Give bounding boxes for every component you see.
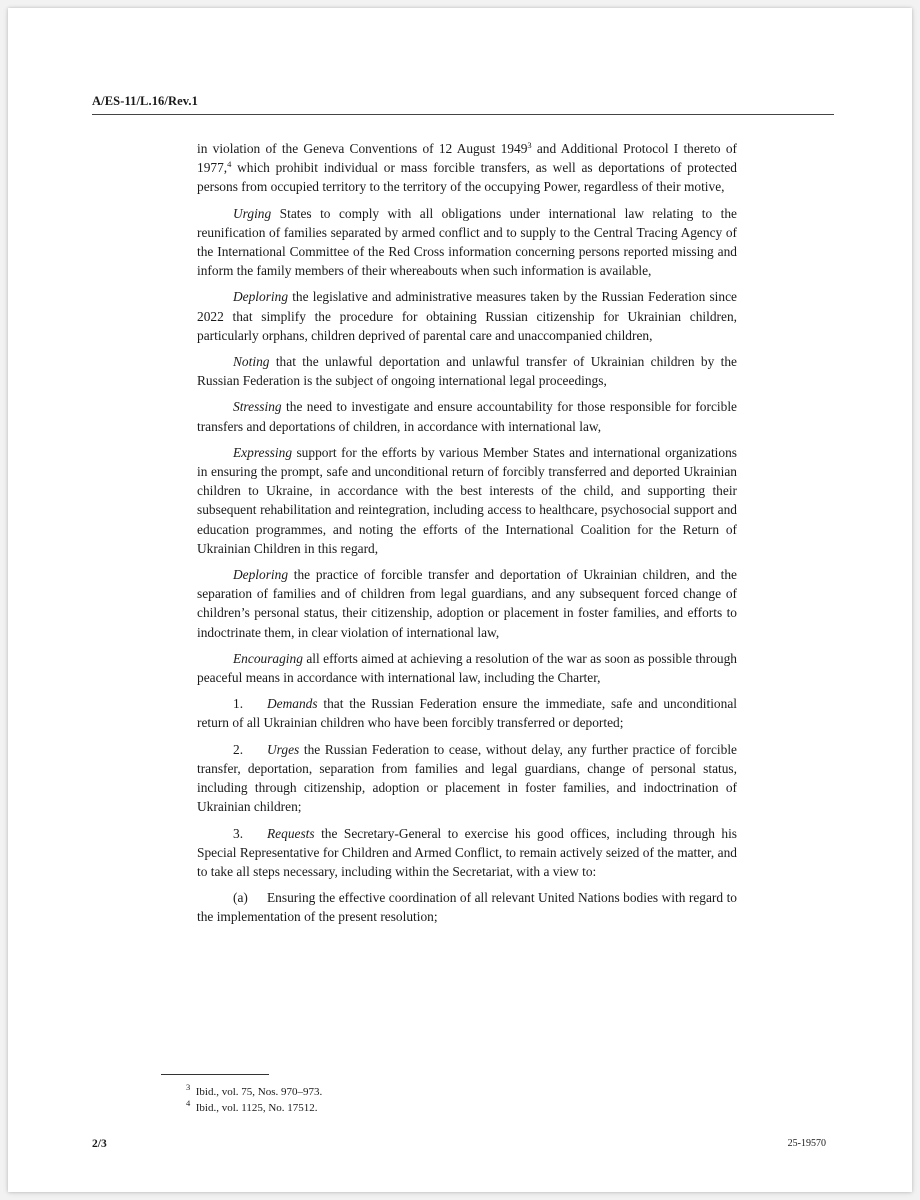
paragraph-text: the Secretary-General to exercise his good offices, including through his Special Representative for Children and Armed Conflict, to remain actively seized of the matter, and to take all steps necessary, including within the Secretariat, with a view to: — [197, 825, 737, 879]
operative-paragraph-1 — [197, 694, 737, 732]
paragraph-text: Ensuring the effective coordination of all relevant United Nations bodies with regard to the implementation of the present resolution; — [197, 890, 737, 925]
paragraph-text: support for the efforts by various Member States and international organizations in ensuring the prompt, safe and unconditional return of forcibly transferred and deported Ukrainian children to Ukraine, in accordance with the best interests of the child, and supporting their subsequent rehabilitation and reintegration, including access to healthcare, psychosocial support and education programmes, and noting the efforts of the International Coalition for the Return of Ukrainian Children in this regard, — [197, 444, 737, 556]
footnote-ref-3[interactable]: 3 — [527, 140, 532, 150]
footnote-number: 3 — [186, 1082, 191, 1092]
operative-paragraph-3 — [197, 824, 737, 882]
paragraph-text: all efforts aimed at achieving a resolution of the war as soon as possible through peaceful means in accordance with international law, including the Charter, — [197, 650, 737, 686]
footnote-text: Ibid., vol. 1125, No. 17512. — [195, 1102, 318, 1114]
footnote-divider — [161, 1074, 269, 1075]
preambular-paragraph — [197, 352, 737, 390]
document-page — [8, 8, 912, 1192]
preambular-paragraph — [197, 649, 737, 687]
paragraph-text: that the Russian Federation ensure the immediate, safe and unconditional return of all Ukrainian children who have been forcibly transferred or deported; — [197, 696, 737, 731]
paragraph-text: and Additional Protocol I thereto of 1977, — [197, 141, 738, 176]
paragraph-lead-word: Stressing — [233, 399, 282, 415]
paragraph-number: 3. — [233, 825, 244, 841]
paragraph-continuation — [197, 139, 737, 197]
paragraph-text: which prohibit individual or mass forcible transfers, as well as deportations of protected persons from occupied territory to the territory of the occupying Power, regardless of their motive, — [197, 160, 737, 195]
paragraph-lead-word: Requests — [267, 825, 315, 841]
paragraph-text: in violation of the Geneva Conventions of 12 August 1949 — [197, 141, 528, 156]
footnote-text: Ibid., vol. 75, Nos. 970–973. — [195, 1086, 323, 1098]
document-body — [197, 139, 737, 934]
preambular-paragraph — [197, 565, 737, 642]
subparagraph-label: (a) — [233, 890, 248, 906]
paragraph-lead-word: Demands — [267, 696, 318, 712]
paragraph-text: the practice of forcible transfer and deportation of Ukrainian children, and the separation of families and of children from legal guardians, and any subsequent forced change of children’s personal status, their citizenship, adoption or placement in foster families, and efforts to indoctrinate them, in clear violation of international law, — [197, 567, 737, 640]
paragraph-number: 2. — [233, 741, 244, 757]
paragraph-lead-word: Urges — [267, 741, 300, 757]
footnote-ref-4[interactable]: 4 — [227, 159, 232, 170]
paragraph-text: States to comply with all obligations under international law relating to the reunification of families separated by armed conflict and to supply to the Central Tracing Agency of the International Committee of the Red Cross information concerning persons reported missing and inform the family members of their whereabouts when such information is available, — [197, 205, 737, 279]
paragraph-text: that the unlawful deportation and unlawful transfer of Ukrainian children by the Russian Federation is the subject of ongoing international legal proceedings, — [197, 354, 737, 389]
footnote-number: 4 — [186, 1098, 191, 1108]
paragraph-text: the need to investigate and ensure accountability for those responsible for forcible transfers and deportations of children, in accordance with international law, — [197, 399, 737, 434]
preambular-paragraph — [197, 204, 737, 281]
footnotes — [186, 1084, 322, 1116]
paragraph-lead-word: Deploring — [233, 567, 289, 583]
preambular-paragraph — [197, 443, 737, 558]
header-divider — [92, 114, 834, 115]
paragraph-lead-word: Deploring — [233, 289, 289, 305]
preambular-paragraph — [197, 397, 737, 435]
operative-paragraph-2 — [197, 740, 737, 817]
subparagraph-a — [197, 888, 737, 926]
page-number: 2/3 — [92, 1138, 107, 1150]
paragraph-lead-word: Noting — [233, 354, 270, 370]
preambular-paragraph — [197, 287, 737, 345]
document-symbol: A/ES-11/L.16/Rev.1 — [92, 94, 198, 108]
paragraph-text: the Russian Federation to cease, without delay, any further practice of forcible transfer, deportation, separation from families and legal guardians, change of personal status, including through citizenship, adoption or placement in foster families, and indoctrination of Ukrainian children; — [197, 741, 737, 815]
paragraph-lead-word: Expressing — [233, 444, 293, 460]
job-number: 25-19570 — [787, 1138, 826, 1149]
paragraph-lead-word: Urging — [233, 205, 272, 221]
paragraph-text: the legislative and administrative measures taken by the Russian Federation since 2022 that simplify the procedure for obtaining Russian citizenship for Ukrainian children, particularly orphans, children deprived of parental care and unaccompanied children, — [197, 289, 737, 343]
paragraph-number: 1. — [233, 696, 244, 712]
paragraph-lead-word: Encouraging — [233, 650, 303, 666]
footnote-3 — [186, 1084, 322, 1100]
footnote-4 — [186, 1100, 322, 1116]
